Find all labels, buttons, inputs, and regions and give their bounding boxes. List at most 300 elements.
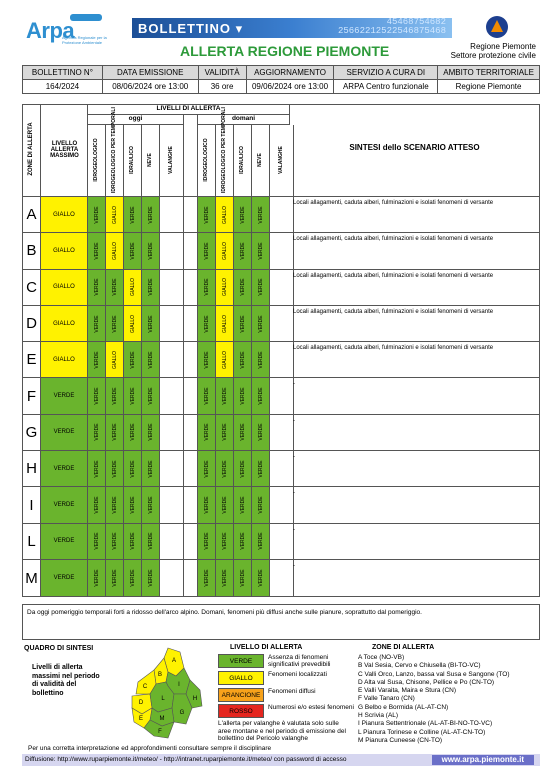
today-level-cell <box>106 233 124 268</box>
tomorrow-level-cell <box>198 342 216 377</box>
level-cell-label: VERDE <box>257 278 264 296</box>
zone-row <box>23 342 539 378</box>
tomorrow-column-header <box>270 125 294 196</box>
today-level-cell <box>106 487 124 522</box>
level-cell-label: VERDE <box>111 387 118 405</box>
tomorrow-level-cell <box>252 415 270 450</box>
tomorrow-level-cell <box>198 524 216 559</box>
map-label: A <box>171 658 177 664</box>
column-header-label: IDRAULICO <box>239 146 245 174</box>
today-level-cell <box>160 233 184 268</box>
tomorrow-level-cell <box>252 378 270 413</box>
max-level-cell: GIALLO <box>41 270 88 305</box>
zone-row <box>23 197 539 233</box>
info-value: 08/06/2024 ore 13:00 <box>102 80 198 94</box>
tomorrow-level-cell <box>216 233 234 268</box>
column-header-label: IDROGEOLOGICO <box>203 138 209 182</box>
level-swatch: ROSSO <box>218 704 264 718</box>
tomorrow-level-cell <box>234 342 252 377</box>
today-level-cell <box>160 524 184 559</box>
today-level-cell <box>106 270 124 305</box>
column-spacer <box>184 415 198 450</box>
zone-legend-item: I Pianura Settentrionale (AL-AT-BI-NO-TO-VC) <box>358 720 493 728</box>
levels-header: LIVELLI DI ALLERTA <box>88 105 290 115</box>
today-level-cell <box>142 197 160 232</box>
level-cell-label: VERDE <box>257 206 264 224</box>
synthesis-text: - <box>293 562 295 569</box>
zones-list <box>358 654 510 745</box>
level-cell-label: VERDE <box>129 351 136 369</box>
level-cell-label: VERDE <box>93 351 100 369</box>
footer-text: Diffusione: http://www.ruparpiemonte.it/meteo/ - http://intranet.ruparpiemonte.it/meteo/ con password di accesso <box>25 756 347 763</box>
today-column-header <box>160 125 184 196</box>
level-cell-label: VERDE <box>93 460 100 478</box>
zone-row <box>23 233 539 269</box>
level-swatch: ARANCIONE <box>218 688 264 702</box>
quadro-text: Livelli di allerta massimi nel periodo di validità del bollettino <box>32 664 100 697</box>
level-cell-label: VERDE <box>111 278 118 296</box>
level-cell-label: VERDE <box>221 532 228 550</box>
level-cell-label: VERDE <box>239 496 246 514</box>
zone-letter: C <box>23 270 41 305</box>
level-description: Fenomeni diffusi <box>268 688 316 695</box>
level-cell-label: VERDE <box>111 532 118 550</box>
level-cell-label: VERDE <box>93 496 100 514</box>
level-cell-label: VERDE <box>129 460 136 478</box>
level-cell-label: VERDE <box>257 423 264 442</box>
zone-letter: B <box>23 233 41 268</box>
level-cell-label: VERDE <box>239 351 246 369</box>
tomorrow-level-cell <box>234 415 252 450</box>
level-cell-label: VERDE <box>93 314 100 333</box>
column-header-label: VALANGHE <box>278 146 284 174</box>
level-header: LIVELLO ALLERTA MASSIMO <box>50 141 79 159</box>
valanghe-note: L'allerta per valanghe è valutata solo sulle aree montane e nel periodo di emissione del bollettino del Pericolo valanghe <box>218 720 346 742</box>
tomorrow-level-cell <box>252 451 270 486</box>
today-level-cell <box>88 270 106 305</box>
level-cell-label: VERDE <box>93 278 100 296</box>
today-level-cell <box>160 451 184 486</box>
today-level-cell <box>142 524 160 559</box>
today-level-cell <box>142 451 160 486</box>
info-header: VALIDITÀ <box>198 66 246 80</box>
column-spacer <box>184 524 198 559</box>
level-cell-label: VERDE <box>129 569 136 587</box>
today-level-cell <box>142 378 160 413</box>
today-level-cell <box>124 270 142 305</box>
zone-letter: E <box>23 342 41 377</box>
today-level-cell <box>160 197 184 232</box>
synthesis-text: Locali allagamenti, caduta alberi, fulminazioni e isolati fenomeni di versante <box>293 345 494 352</box>
today-level-cell <box>88 233 106 268</box>
today-level-cell <box>88 560 106 596</box>
level-cell-label: VERDE <box>239 460 246 478</box>
today-level-cell <box>142 233 160 268</box>
synthesis-text: - <box>293 454 295 461</box>
level-cell-label: GIALLO <box>111 241 118 260</box>
synthesis-text: - <box>293 526 295 533</box>
level-swatch: VERDE <box>218 654 264 668</box>
zone-legend-item: A Toce (NO-VB) <box>358 654 405 661</box>
level-cell-label: VERDE <box>239 314 246 333</box>
zone-header: ZONE DI ALLERTA <box>28 122 34 176</box>
tomorrow-level-cell <box>198 378 216 413</box>
level-cell-label: VERDE <box>111 423 118 442</box>
max-level-cell: VERDE <box>41 415 88 450</box>
zone-row <box>23 487 539 523</box>
map-label: I <box>178 682 180 688</box>
today-level-cell <box>124 451 142 486</box>
today-level-cell <box>142 560 160 596</box>
level-cell-label: VERDE <box>257 496 264 514</box>
level-cell-label: VERDE <box>93 532 100 550</box>
level-cell-label: VERDE <box>239 387 246 405</box>
today-level-cell <box>88 342 106 377</box>
today-level-cell <box>106 451 124 486</box>
level-description: Fenomeni localizzati <box>268 671 327 678</box>
today-level-cell <box>106 378 124 413</box>
today-level-cell <box>88 197 106 232</box>
today-level-cell <box>142 306 160 341</box>
today-level-cell <box>124 306 142 341</box>
info-table <box>22 65 540 94</box>
level-cell-label: VERDE <box>147 532 154 550</box>
tomorrow-level-cell <box>216 306 234 341</box>
tomorrow-level-cell <box>216 487 234 522</box>
level-cell-label: VERDE <box>221 496 228 514</box>
zone-letter: M <box>23 560 41 596</box>
level-cell-label: VERDE <box>221 387 228 405</box>
zone-row <box>23 560 539 596</box>
max-level-cell: VERDE <box>41 378 88 413</box>
synthesis-text: Locali allagamenti, caduta alberi, fulminazioni e isolati fenomeni di versante <box>293 236 494 243</box>
level-cell-label: GIALLO <box>221 205 228 224</box>
level-cell-label: VERDE <box>111 460 118 478</box>
tomorrow-level-cell <box>234 306 252 341</box>
zone-letter: F <box>23 378 41 413</box>
level-cell-label: VERDE <box>221 460 228 478</box>
logo-subtitle: Agenzia Regionale per la Protezione Ambientale <box>62 35 107 45</box>
today-level-cell <box>124 197 142 232</box>
level-cell-label: VERDE <box>203 496 210 514</box>
level-cell-label: VERDE <box>147 314 154 333</box>
info-header: AMBITO TERRITORIALE <box>438 66 540 80</box>
tomorrow-level-cell <box>198 270 216 305</box>
map-label: C <box>142 684 148 690</box>
map-label: F <box>158 729 162 735</box>
alert-grid <box>22 104 540 597</box>
today-level-cell <box>142 342 160 377</box>
max-level-cell: VERDE <box>41 524 88 559</box>
tomorrow-level-cell <box>252 233 270 268</box>
level-cell-label: GIALLO <box>221 241 228 260</box>
level-cell-label: VERDE <box>203 351 210 369</box>
level-cell-label: VERDE <box>147 569 154 587</box>
page-title: ALLERTA REGIONE PIEMONTE <box>180 43 390 59</box>
zone-row <box>23 378 539 414</box>
tomorrow-level-cell <box>216 524 234 559</box>
level-cell-label: VERDE <box>129 423 136 442</box>
column-spacer <box>184 115 198 197</box>
today-level-cell <box>88 306 106 341</box>
map-label: M <box>159 716 165 722</box>
level-cell-label: VERDE <box>203 569 210 587</box>
today-level-cell <box>88 451 106 486</box>
zone-legend-item: H Scrivia (AL) <box>358 712 399 720</box>
level-cell-label: GIALLO <box>111 350 118 369</box>
zone-letter: D <box>23 306 41 341</box>
tomorrow-level-cell <box>252 560 270 596</box>
column-spacer <box>184 451 198 486</box>
level-cell-label: VERDE <box>221 569 228 587</box>
zone-row <box>23 415 539 451</box>
tomorrow-header: domani <box>198 115 290 125</box>
max-level-cell: VERDE <box>41 451 88 486</box>
forecast-note: Da oggi pomeriggio temporali forti a ridosso dell'arco alpino. Domani, fenomeni più diffusi anche sulle pianure, soprattutto dal pomeriggio. <box>22 604 540 640</box>
zone-header-cell <box>23 105 41 196</box>
column-spacer <box>184 270 198 305</box>
column-header-label: VALANGHE <box>168 146 174 174</box>
map-label: L <box>161 696 165 702</box>
level-cell-label: VERDE <box>239 206 246 224</box>
zone-legend-item: C Valli Orco, Lanzo, bassa val Susa e Sangone (TO) <box>358 670 510 678</box>
level-cell-label: VERDE <box>257 532 264 550</box>
map-label: D <box>138 700 144 706</box>
level-cell-label: VERDE <box>203 423 210 442</box>
protezione-civile-icon <box>486 16 508 38</box>
zone-row <box>23 451 539 487</box>
column-spacer <box>184 487 198 522</box>
tomorrow-level-cell <box>198 306 216 341</box>
tomorrow-column-header <box>252 125 270 196</box>
column-spacer <box>184 342 198 377</box>
level-cell-label: VERDE <box>93 569 100 587</box>
level-cell-label: VERDE <box>239 242 246 260</box>
tomorrow-level-cell <box>216 378 234 413</box>
tomorrow-level-cell <box>252 487 270 522</box>
tomorrow-level-cell <box>252 342 270 377</box>
column-spacer <box>184 197 198 232</box>
max-level-cell: GIALLO <box>41 306 88 341</box>
today-column-header <box>124 125 142 196</box>
today-level-cell <box>88 487 106 522</box>
level-description: Numerosi e/o estesi fenomeni <box>268 704 354 711</box>
arpa-website-link[interactable]: www.arpa.piemonte.it <box>432 755 534 765</box>
level-cell-label: VERDE <box>203 242 210 260</box>
level-legend-item <box>218 704 356 718</box>
level-cell-label: VERDE <box>147 496 154 514</box>
level-cell-label: VERDE <box>93 206 100 224</box>
tomorrow-level-cell <box>216 342 234 377</box>
zone-letter: L <box>23 524 41 559</box>
info-value: 164/2024 <box>23 80 103 94</box>
zone-legend-item: D Alta val Susa, Chisone, Pellice e Po (CN-TO) <box>358 678 495 686</box>
level-cell-label: VERDE <box>147 351 154 369</box>
today-level-cell <box>124 560 142 596</box>
level-cell-label: VERDE <box>203 314 210 333</box>
tomorrow-level-cell <box>234 487 252 522</box>
zone-letter: G <box>23 415 41 450</box>
today-level-cell <box>106 197 124 232</box>
level-description: Assenza di fenomeni significativi prevedibili <box>268 654 331 668</box>
tomorrow-level-cell <box>234 197 252 232</box>
today-level-cell <box>160 560 184 596</box>
agency-line1: Regione Piemonte <box>470 42 536 51</box>
level-legend-item <box>218 671 356 685</box>
tomorrow-level-cell <box>252 197 270 232</box>
quadro-title: QUADRO DI SINTESI <box>24 645 94 652</box>
footer-bar <box>22 754 540 766</box>
column-header-label: IDROGEOLOGICO PER TEMPORALI <box>221 107 227 193</box>
synthesis-text: - <box>293 381 295 388</box>
zone-letter: H <box>23 451 41 486</box>
info-header: DATA EMISSIONE <box>102 66 198 80</box>
level-legend-title: LIVELLO DI ALLERTA <box>230 644 303 651</box>
level-cell-label: VERDE <box>129 532 136 550</box>
level-cell-label: VERDE <box>239 569 246 587</box>
synthesis-text: Locali allagamenti, caduta alberi, fulminazioni e isolati fenomeni di versante <box>293 200 494 206</box>
today-level-cell <box>88 524 106 559</box>
today-header: oggi <box>88 115 184 125</box>
tomorrow-level-cell <box>198 451 216 486</box>
today-level-cell <box>160 306 184 341</box>
level-cell-label: VERDE <box>93 242 100 260</box>
level-cell-label: VERDE <box>203 206 210 224</box>
tomorrow-column-header <box>198 125 216 196</box>
synthesis-text: Locali allagamenti, caduta alberi, fulminazioni e isolati fenomeni di versante <box>293 272 494 279</box>
synthesis-header: SINTESI dello SCENARIO ATTESO <box>349 143 480 152</box>
info-value: Regione Piemonte <box>438 80 540 94</box>
column-header-label: NEVE <box>147 153 153 167</box>
logo-word: Arpa <box>26 18 75 43</box>
level-cell-label: VERDE <box>147 206 154 224</box>
max-level-cell: GIALLO <box>41 342 88 377</box>
level-cell-label: VERDE <box>111 569 118 587</box>
info-value: 09/06/2024 ore 13:00 <box>246 80 334 94</box>
info-value: 36 ore <box>198 80 246 94</box>
today-level-cell <box>124 233 142 268</box>
zone-row <box>23 524 539 560</box>
level-cell-label: VERDE <box>239 278 246 296</box>
map-label: H <box>192 696 198 702</box>
zone-legend-item: E Valli Varaita, Maira e Stura (CN) <box>358 687 457 695</box>
today-level-cell <box>124 415 142 450</box>
level-cell-label: VERDE <box>147 387 154 405</box>
today-column-header <box>142 125 160 196</box>
arpa-logo <box>22 14 107 54</box>
level-cell-label: GIALLO <box>129 278 136 297</box>
today-level-cell <box>106 306 124 341</box>
today-level-cell <box>160 378 184 413</box>
today-level-cell <box>142 415 160 450</box>
level-cell-label: VERDE <box>129 387 136 405</box>
piemonte-zones-map <box>128 646 208 742</box>
tomorrow-level-cell <box>252 270 270 305</box>
agency-line2: Settore protezione civile <box>450 51 536 60</box>
tomorrow-level-cell <box>216 197 234 232</box>
level-cell-label: VERDE <box>203 532 210 550</box>
tomorrow-level-cell <box>234 270 252 305</box>
banner-title: BOLLETTINO ▾ <box>138 21 244 36</box>
column-header-label: IDROGEOLOGICO <box>93 138 99 182</box>
map-label: E <box>138 716 144 722</box>
level-legend-item <box>218 688 356 702</box>
column-spacer <box>184 378 198 413</box>
today-level-cell <box>106 415 124 450</box>
bollettino-banner <box>132 18 452 38</box>
today-level-cell <box>160 342 184 377</box>
column-spacer <box>184 560 198 596</box>
today-level-cell <box>88 378 106 413</box>
column-header-label: NEVE <box>257 153 263 167</box>
today-level-cell <box>142 270 160 305</box>
logo-badge <box>70 14 102 21</box>
zone-row <box>23 270 539 306</box>
level-cell-label: VERDE <box>257 569 264 587</box>
level-header-cell <box>41 105 88 196</box>
level-cell-label: VERDE <box>93 387 100 405</box>
column-header-label: IDRAULICO <box>129 146 135 174</box>
today-column-header <box>88 125 106 196</box>
tomorrow-level-cell <box>234 378 252 413</box>
zone-legend-item: F Valle Tanaro (CN) <box>358 695 415 703</box>
banner-digits: 45468754682 25662212522546875468 <box>337 18 446 36</box>
zone-legend-item: M Pianura Cuneese (CN-TO) <box>358 736 443 744</box>
tomorrow-level-cell <box>216 415 234 450</box>
disciplinare-note: Per una corretta interpretazione ed approfondimenti consultare sempre il disciplinare <box>28 745 272 752</box>
level-swatch: GIALLO <box>218 671 264 685</box>
tomorrow-level-cell <box>198 560 216 596</box>
today-level-cell <box>142 487 160 522</box>
level-cell-label: VERDE <box>257 242 264 260</box>
today-level-cell <box>106 560 124 596</box>
level-cell-label: VERDE <box>203 460 210 478</box>
zone-legend-item: L Pianura Torinese e Colline (AL-AT-CN-TO) <box>358 728 486 736</box>
level-cell-label: GIALLO <box>221 278 228 297</box>
level-cell-label: VERDE <box>257 460 264 478</box>
today-level-cell <box>124 524 142 559</box>
info-header: BOLLETTINO N° <box>23 66 103 80</box>
info-value: ARPA Centro funzionale <box>334 80 438 94</box>
today-level-cell <box>106 524 124 559</box>
level-cell-label: VERDE <box>147 423 154 442</box>
tomorrow-level-cell <box>216 560 234 596</box>
zone-letter: A <box>23 197 41 232</box>
level-cell-label: VERDE <box>239 423 246 442</box>
tomorrow-level-cell <box>198 197 216 232</box>
today-level-cell <box>88 415 106 450</box>
tomorrow-level-cell <box>252 524 270 559</box>
level-cell-label: VERDE <box>203 278 210 296</box>
tomorrow-level-cell <box>252 306 270 341</box>
level-cell-label: VERDE <box>147 242 154 260</box>
level-cell-label: GIALLO <box>129 314 136 333</box>
max-level-cell: GIALLO <box>41 197 88 232</box>
level-cell-label: VERDE <box>111 314 118 333</box>
today-level-cell <box>124 487 142 522</box>
level-cell-label: VERDE <box>129 496 136 514</box>
today-column-header <box>106 107 124 196</box>
zone-row <box>23 306 539 342</box>
tomorrow-level-cell <box>198 415 216 450</box>
max-level-cell: VERDE <box>41 487 88 522</box>
synthesis-text: - <box>293 417 295 424</box>
tomorrow-level-cell <box>234 451 252 486</box>
tomorrow-level-cell <box>234 560 252 596</box>
tomorrow-level-cell <box>234 524 252 559</box>
tomorrow-column-header <box>216 107 234 196</box>
level-cell-label: VERDE <box>147 278 154 296</box>
